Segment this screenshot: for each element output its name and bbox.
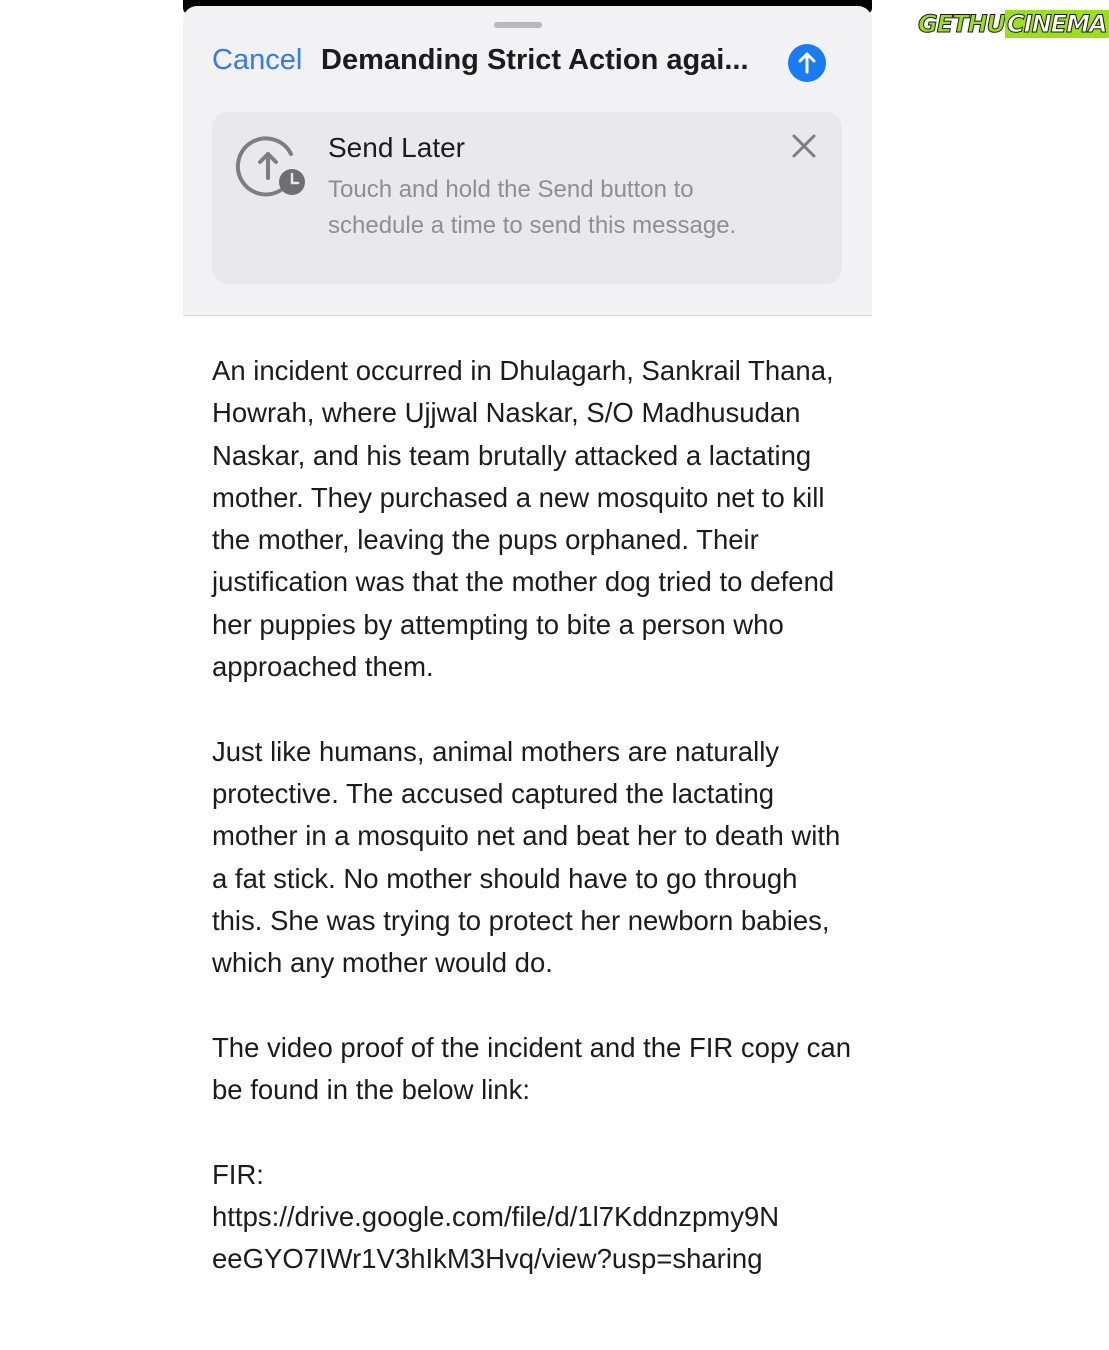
fir-label: FIR: [212, 1158, 264, 1190]
watermark-logo [916, 6, 1107, 42]
fir-link-line[interactable]: eeGYO7IWr1V3hIkM3Hvq/view?usp=sharing [212, 1243, 763, 1275]
message-paragraph: Just like humans, animal mothers are naturally protective. The accused captured the lactating mother in a mosquito net and beat her to death with a fat stick. No mother should have to go through this. She was trying to protect her newborn babies, which any mother would do. [212, 735, 841, 979]
message-body[interactable] [212, 350, 852, 1281]
send-later-description: Touch and hold the Send button to schedule a time to send this message. [328, 176, 737, 239]
cancel-button[interactable]: Cancel [212, 44, 303, 76]
message-paragraph: An incident occurred in Dhulagarh, Sankrail Thana, Howrah, where Ujjwal Naskar, S/O Madhusudan Naskar, and his team brutally attacked a lactating mother. They purchased a new mosquito net to kill the mother, leaving the pups orphaned. Their justification was that the mother dog tried to defend her puppies by attempting to bite a person who approached them. [212, 355, 835, 683]
arrow-up-icon [788, 44, 826, 82]
logo-text-part: CINEMA [1007, 10, 1107, 38]
logo-text-part: GETHU [918, 10, 1006, 38]
send-button[interactable] [788, 44, 826, 82]
close-icon[interactable] [790, 132, 818, 160]
message-paragraph: The video proof of the incident and the FIR copy can be found in the below link: [212, 1031, 851, 1106]
compose-sheet [183, 6, 872, 316]
sheet-grabber[interactable] [494, 22, 542, 28]
send-later-title: Send Later [328, 132, 465, 163]
send-later-tip [212, 112, 842, 284]
subject-title: Demanding Strict Action agai... [321, 44, 749, 76]
scheduled-send-icon [239, 132, 305, 198]
fir-link-line[interactable]: https://drive.google.com/file/d/1l7Kddnzpmy9N [212, 1200, 780, 1232]
